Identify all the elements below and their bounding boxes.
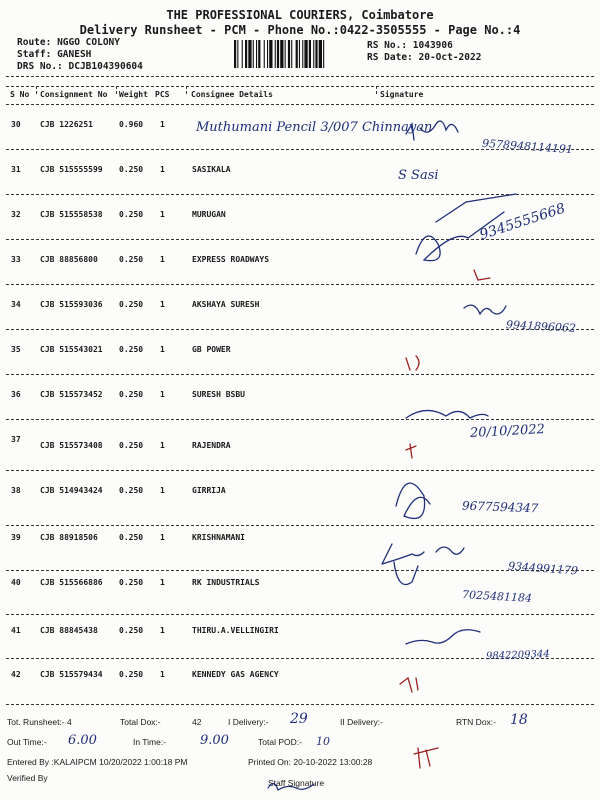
signature-mark <box>268 783 314 790</box>
column-divider <box>116 86 117 94</box>
mark-scribble <box>400 678 418 692</box>
cell-consignment: CJB 515566886 <box>40 578 103 587</box>
cell-weight: 0.250 <box>119 255 144 264</box>
staff-label: Staff: <box>17 49 52 60</box>
signature-note: 7025481184 <box>461 588 533 605</box>
col-header-sno: S No <box>10 90 30 99</box>
rs-date-field <box>367 52 481 63</box>
cell-sno: 37 <box>11 435 21 444</box>
signature-note: 9842209344 <box>485 648 550 663</box>
cell-sno: 35 <box>11 345 21 354</box>
cell-weight: 0.250 <box>119 165 144 174</box>
signature-note: 9578948114191 <box>481 136 574 157</box>
cell-consignment: CJB 515558538 <box>40 210 103 219</box>
mark-scribble <box>474 270 490 280</box>
cell-weight: 0.250 <box>119 670 144 679</box>
staff-value: GANESH <box>57 49 92 60</box>
cell-consignment: CJB 88856800 <box>40 255 98 264</box>
barcode-bar <box>288 40 290 68</box>
cell-pcs: 1 <box>160 626 165 635</box>
column-divider <box>376 86 377 94</box>
footer-scribbles <box>250 740 450 800</box>
total-pod-label: Total POD:- <box>258 737 302 747</box>
cell-consignee: THIRU.A.VELLINGIRI <box>192 626 279 635</box>
barcode-bar <box>277 40 279 68</box>
signature-note: 20/10/2022 <box>469 422 546 441</box>
barcode-bar <box>309 40 311 68</box>
barcode-bar <box>264 40 265 68</box>
barcode-bar <box>275 40 276 68</box>
cell-sno: 31 <box>11 165 21 174</box>
signature-scribbles <box>376 104 594 704</box>
mark-scribble <box>406 356 419 370</box>
cell-pcs: 1 <box>160 120 165 129</box>
divider <box>6 76 594 77</box>
in-time-value: 9.00 <box>200 733 229 748</box>
cell-consignee: GIRRIJA <box>192 486 226 495</box>
handwritten-consignee: Muthumani Pencil 3/007 Chinnayan <box>196 120 433 135</box>
cell-consignment: CJB 88845438 <box>40 626 98 635</box>
cell-consignee: GB POWER <box>192 345 231 354</box>
barcode-bar <box>285 40 286 68</box>
cell-consignment: CJB 514943424 <box>40 486 103 495</box>
cell-pcs: 1 <box>160 300 165 309</box>
cell-consignment: CJB 515573408 <box>40 441 103 450</box>
barcode-bar <box>313 40 314 68</box>
total-dox-value: 42 <box>192 717 202 727</box>
cell-weight: 0.960 <box>119 120 144 129</box>
barcode-bar <box>302 40 303 68</box>
drs-label: DRS No.: <box>17 61 63 72</box>
drs-value: DCJB104390604 <box>68 61 143 72</box>
col-header-weight: Weight <box>119 90 148 99</box>
printed-on: Printed On: 20-10-2022 13:00:28 <box>248 757 373 767</box>
cell-consignment: CJB 88918506 <box>40 533 98 542</box>
out-time-label: Out Time:- <box>7 737 47 747</box>
barcode-bar <box>253 40 254 68</box>
barcode-bar <box>245 40 247 68</box>
rs-date-label: RS Date: <box>367 52 413 63</box>
signature-note: 9941896062 <box>505 318 577 335</box>
barcode-bar <box>237 40 238 68</box>
signature-mark <box>394 562 418 585</box>
cell-sno: 30 <box>11 120 21 129</box>
col-header-consignment: Consignment No <box>40 90 108 99</box>
drs-field <box>17 61 143 72</box>
cell-consignee: SURESH BSBU <box>192 390 245 399</box>
total-dox-label: Total Dox:- <box>120 717 161 727</box>
cell-pcs: 1 <box>160 165 165 174</box>
cell-consignee: KENNEDY GAS AGENCY <box>192 670 279 679</box>
signature-mark <box>464 305 506 314</box>
barcode-bar <box>258 40 260 68</box>
cell-pcs: 1 <box>160 210 165 219</box>
cell-pcs: 1 <box>160 486 165 495</box>
cell-consignment: CJB 515555599 <box>40 165 103 174</box>
staff-field <box>17 49 91 60</box>
cell-sno: 34 <box>11 300 21 309</box>
cell-consignment: CJB 515543021 <box>40 345 103 354</box>
cell-consignee: RAJENDRA <box>192 441 231 450</box>
rtn-dox-value: 18 <box>510 712 528 728</box>
cell-consignee: AKSHAYA SURESH <box>192 300 260 309</box>
cell-sno: 33 <box>11 255 21 264</box>
rs-date-value: 20-Oct-2022 <box>418 52 482 63</box>
cell-consignee: MURUGAN <box>192 210 226 219</box>
cell-sno: 39 <box>11 533 21 542</box>
barcode-bar <box>296 40 298 68</box>
cell-sno: 36 <box>11 390 21 399</box>
cell-weight: 0.250 <box>119 533 144 542</box>
total-pod-value: 10 <box>316 735 330 748</box>
signature-mark <box>382 544 424 564</box>
signature-mark <box>406 630 480 644</box>
signature-note: 9345555668 <box>477 200 568 244</box>
signature-mark <box>436 547 464 554</box>
cell-weight: 0.250 <box>119 390 144 399</box>
signature-mark <box>406 121 458 140</box>
mark-scribble <box>414 748 438 768</box>
barcode-bar <box>299 40 300 68</box>
cell-consignment: CJB 515593036 <box>40 300 103 309</box>
col-header-consignee: Consignee Details <box>191 90 273 99</box>
rs-no-label: RS No.: <box>367 40 408 51</box>
signature-mark <box>436 194 516 222</box>
cell-weight: 0.250 <box>119 300 144 309</box>
page-subtitle: Delivery Runsheet - PCM - Phone No.:0422-3505555 - Page No.:4 <box>79 23 521 37</box>
barcode-bar <box>242 40 243 68</box>
barcode-graphic <box>234 40 360 68</box>
cell-pcs: 1 <box>160 670 165 679</box>
barcode-bar <box>315 40 317 68</box>
signature-note: S Sasi <box>398 168 439 183</box>
route-field <box>17 37 120 48</box>
cell-weight: 0.250 <box>119 441 144 450</box>
barcode <box>234 40 360 68</box>
cell-consignment: CJB 515579434 <box>40 670 103 679</box>
staff-signature-label: Staff Signature <box>268 778 325 788</box>
barcode-bar <box>248 40 251 68</box>
column-divider <box>36 86 37 94</box>
col-header-signature: Signature <box>380 90 424 99</box>
entered-by: Entered By :KALAIPCM 10/20/2022 1:00:18 PM <box>7 757 188 767</box>
barcode-bar <box>269 40 272 68</box>
in-time-label: In Time:- <box>133 737 167 747</box>
cell-sno: 38 <box>11 486 21 495</box>
i-delivery-label: I Delivery:- <box>228 717 269 727</box>
barcode-bar <box>234 40 236 68</box>
cell-consignment: CJB 515573452 <box>40 390 103 399</box>
cell-pcs: 1 <box>160 533 165 542</box>
signature-note: 9677594347 <box>461 498 539 516</box>
barcode-bar <box>323 40 324 68</box>
cell-weight: 0.250 <box>119 210 144 219</box>
out-time-value: 6.00 <box>68 733 97 748</box>
route-value: NGGO COLONY <box>57 37 120 48</box>
cell-pcs: 1 <box>160 255 165 264</box>
rs-no-value: 1043906 <box>412 40 453 51</box>
cell-sno: 41 <box>11 626 21 635</box>
cell-pcs: 1 <box>160 578 165 587</box>
page-title: THE PROFESSIONAL COURIERS, Coimbatore <box>166 8 434 22</box>
col-header-pcs: PCS <box>155 90 170 99</box>
barcode-bar <box>267 40 268 68</box>
cell-pcs: 1 <box>160 390 165 399</box>
cell-consignee: RK INDUSTRIALS <box>192 578 260 587</box>
barcode-bar <box>280 40 283 68</box>
cell-consignee: EXPRESS ROADWAYS <box>192 255 270 264</box>
cell-consignee: KRISHNAMANI <box>192 533 245 542</box>
cell-weight: 0.250 <box>119 626 144 635</box>
barcode-bar <box>319 40 322 68</box>
rs-no-field <box>367 40 453 51</box>
signature-mark <box>406 410 488 418</box>
cell-sno: 32 <box>11 210 21 219</box>
ii-delivery-label: II Delivery:- <box>340 717 383 727</box>
cell-sno: 40 <box>11 578 21 587</box>
cell-pcs: 1 <box>160 345 165 354</box>
column-divider <box>186 86 187 94</box>
verified-by: Verified By <box>7 773 48 783</box>
barcode-bar <box>256 40 257 68</box>
divider <box>6 86 594 87</box>
signature-mark <box>416 212 504 261</box>
route-label: Route: <box>17 37 52 48</box>
cell-consignee: SASIKALA <box>192 165 231 174</box>
cell-sno: 42 <box>11 670 21 679</box>
barcode-bar <box>304 40 307 68</box>
cell-weight: 0.250 <box>119 345 144 354</box>
cell-consignment: CJB 1226251 <box>40 120 93 129</box>
row-divider <box>6 704 594 705</box>
cell-weight: 0.250 <box>119 578 144 587</box>
barcode-bar <box>291 40 292 68</box>
cell-pcs: 1 <box>160 441 165 450</box>
mark-scribble <box>406 444 416 458</box>
signature-note: 9344991179 <box>507 559 579 578</box>
tot-runsheet: Tot. Runsheet:- 4 <box>7 717 72 727</box>
i-delivery-value: 29 <box>290 711 308 727</box>
signature-mark <box>396 483 430 518</box>
cell-weight: 0.250 <box>119 486 144 495</box>
rtn-dox-label: RTN Dox:- <box>456 717 496 727</box>
